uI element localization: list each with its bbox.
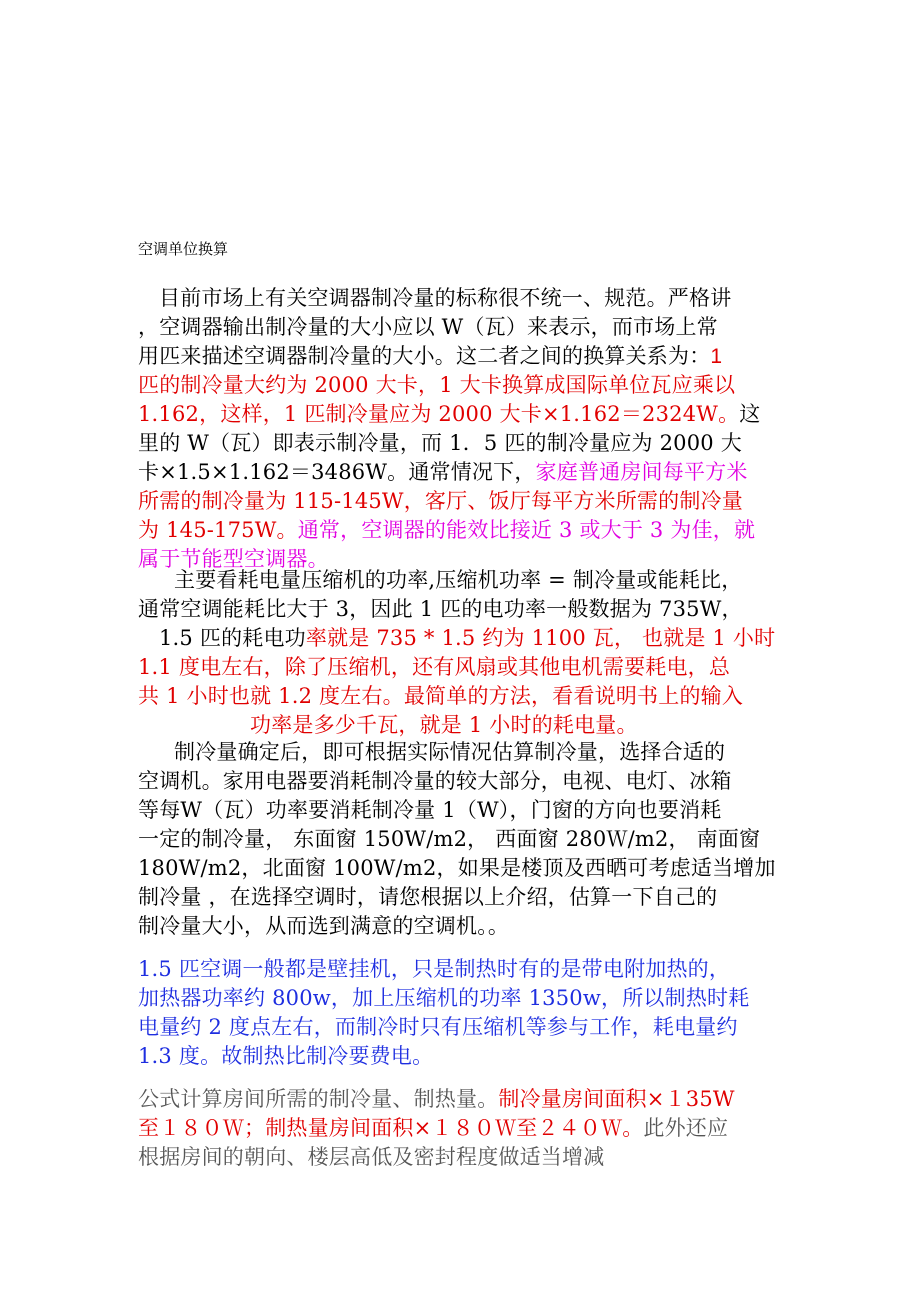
- text-line: [138, 955, 788, 984]
- text-run: 通常空调能耗比大于 3，因此 1 匹的电功率一般数据为 735W，: [138, 597, 743, 621]
- text-run: 此外还应: [643, 1116, 729, 1140]
- text-line: [138, 516, 788, 545]
- text-run: 1.162，这样，1 匹制冷量应为 2000 大卡×1.162＝2324W。: [138, 402, 740, 426]
- text-line: [138, 767, 788, 796]
- text-line: [138, 1114, 788, 1143]
- text-line: [138, 883, 788, 912]
- text-line: [138, 342, 788, 371]
- text-line: [138, 624, 788, 653]
- text-line: [138, 796, 788, 825]
- text-line: [138, 711, 788, 740]
- text-line: [138, 400, 788, 429]
- text-run: 至１８０Ｗ；制热量房间面积×１８０Ｗ至２４０Ｗ。: [138, 1116, 644, 1140]
- text-line: [138, 1042, 788, 1071]
- text-run: 制冷量房间面积×１35W: [498, 1087, 735, 1111]
- text-run: 制冷量大小，从而选到满意的空调机。。: [138, 914, 510, 938]
- text-run: 电量约 2 度点左右，而制冷时只有压缩机等参与工作，耗电量约: [138, 1015, 738, 1039]
- text-run: 目前市场上有关空调器制冷量的标称很不统一、规范。严格讲: [159, 286, 732, 310]
- text-run: 1.5 匹的耗电功: [159, 626, 306, 650]
- text-line: [138, 313, 788, 342]
- text-line: [138, 458, 788, 487]
- text-run: 为 145-175W。: [138, 518, 298, 542]
- text-line: [138, 284, 788, 313]
- text-run: 空调机。家用电器要消耗制冷量的较大部分，电视、电灯、冰箱: [138, 769, 732, 793]
- text-run: 1.5 匹空调一般都是壁挂机，只是制热时有的是带电附加热的，: [138, 957, 731, 981]
- text-line: [138, 825, 788, 854]
- text-run: 里的 W（瓦）即表示制冷量，而 1．5 匹的制冷量应为 2000 大: [138, 431, 742, 455]
- text-run: 属于节能型空调器。: [138, 547, 329, 571]
- text-line: [138, 1143, 788, 1172]
- text-line: [138, 854, 788, 883]
- text-run: 卡×1.5×1.162＝3486W。通常情况下，: [138, 460, 536, 484]
- paragraph-heating-vs-cooling: [138, 955, 788, 1071]
- paragraph-power-consumption: [138, 566, 788, 740]
- text-line: [138, 566, 788, 595]
- text-run: 共 1 小时也就 1.2 度左右。最简单的方法，看看说明书上的输入: [138, 684, 744, 708]
- text-run: 家庭普通房间每平方米: [535, 460, 748, 484]
- text-line: [138, 984, 788, 1013]
- text-line: [138, 595, 788, 624]
- text-run: 1.3 度。故制热比制冷要费电。: [138, 1044, 434, 1068]
- paragraph-capacity-estimation: [138, 738, 788, 941]
- text-run: 一定的制冷量， 东面窗 150W/m2， 西面窗 280Ｗ/m2， 南面窗: [138, 827, 761, 851]
- paragraph-formula: [138, 1085, 788, 1172]
- text-line: [138, 682, 788, 711]
- doc-title: 空调单位换算: [138, 240, 229, 258]
- text-run: 公式计算房间所需的制冷量、制热量。: [138, 1087, 499, 1111]
- text-line: [138, 371, 788, 400]
- paragraph-unit-conversion: [138, 284, 788, 574]
- text-run: 用匹来描述空调器制冷量的大小。这二者之间的换算关系为：: [138, 344, 711, 368]
- text-line: [138, 738, 788, 767]
- text-run: 1.1 度电左右，除了压缩机，还有风扇或其他电机需要耗电，总: [138, 655, 731, 679]
- text-run: 根据房间的朝向、楼层高低及密封程度做适当增减: [138, 1145, 605, 1169]
- text-run: 所需的制冷量为 115-145W，客厅、饭厅每平方米所需的制冷量: [138, 489, 743, 513]
- text-line: [138, 1013, 788, 1042]
- text-run: 1: [710, 345, 723, 368]
- text-line: [138, 487, 788, 516]
- text-run: 匹的制冷量大约为 2000 大卡，1 大卡换算成国际单位瓦应乘以: [138, 373, 736, 397]
- text-run: ，空调器输出制冷量的大小应以 W（瓦）来表示，而市场上常: [138, 315, 718, 339]
- text-run: 180W/m2，北面窗 100W/m2，如果是楼顶及西晒可考虑适当增加: [138, 856, 776, 880]
- text-run: 主要看耗电量压缩机的功率,压缩机功率 = 制冷量或能耗比，: [174, 568, 743, 592]
- text-run: 加热器功率约 800w，加上压缩机的功率 1350w，所以制热时耗: [138, 986, 750, 1010]
- text-line: [138, 429, 788, 458]
- text-run: 功率是多少千瓦，就是 1 小时的耗电量。: [250, 713, 638, 737]
- text-run: 制冷量 ，在选择空调时，请您根据以上介绍，估算一下自己的: [138, 885, 718, 909]
- text-run: 率就是 735 * 1.5 约为 1100 瓦， 也就是 1 小时: [305, 626, 776, 650]
- text-line: [138, 1085, 788, 1114]
- text-line: [138, 912, 788, 941]
- text-line: [138, 653, 788, 682]
- text-run: 通常，空调器的能效比接近 3 或大于 3 为佳，就: [297, 518, 756, 542]
- text-run: 制冷量确定后，即可根据实际情况估算制冷量，选择合适的: [174, 740, 726, 764]
- text-run: 这: [739, 402, 761, 426]
- text-run: 等每W（瓦）功率要消耗制冷量 1（W），门窗的方向也要消耗: [138, 798, 722, 822]
